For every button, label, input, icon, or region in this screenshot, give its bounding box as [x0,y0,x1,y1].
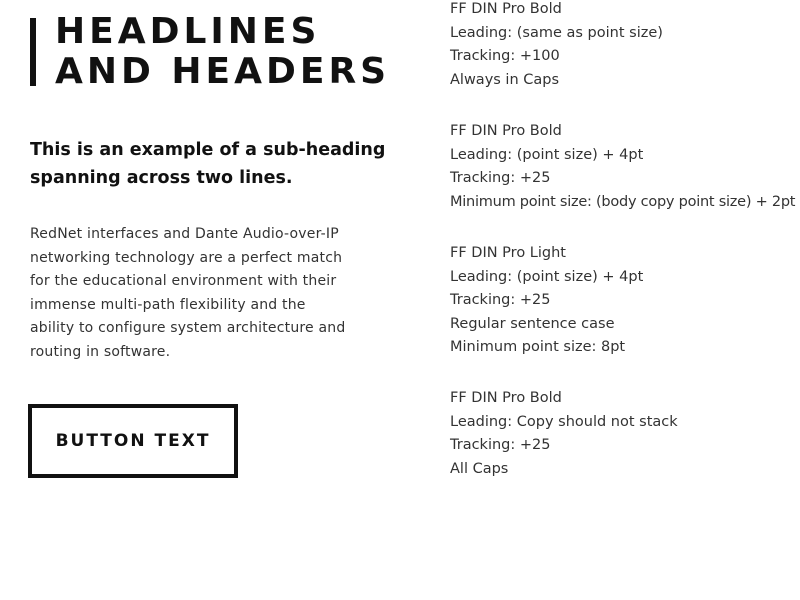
spec-line: FF DIN Pro Bold [450,390,562,406]
subheading-line-2: spanning across two lines. [30,168,293,188]
body-copy-line: routing in software. [30,343,171,360]
spec-line: Minimum point size: (body copy point size) + 2pt [450,193,796,210]
headline-sample [55,12,390,92]
spec-line: Leading: Copy should not stack [450,413,678,430]
body-copy-spec [450,242,800,360]
sample-button[interactable]: BUTTON TEXT [28,404,238,478]
headline-line-1: HEADLINES [55,11,321,52]
spec-line: Leading: (point size) + 4pt [450,268,644,285]
spec-line: FF DIN Pro Light [450,245,566,261]
body-copy-line: RedNet interfaces and Dante Audio-over-IP [30,226,339,242]
subheading-spec [450,120,800,214]
headline-line-2: AND HEADERS [55,51,391,92]
spec-line: Regular sentence case [450,315,615,332]
spec-line: Tracking: +25 [450,170,551,187]
subheading-line-1: This is an example of a sub-heading [30,140,386,160]
spec-line: Always in Caps [450,71,560,88]
spec-line: Tracking: +25 [450,437,551,454]
body-copy-line: for the educational environment with their [30,273,337,290]
spec-line: Minimum point size: 8pt [450,339,626,356]
body-copy-sample [30,223,390,365]
spec-line: All Caps [450,460,509,477]
spec-line: Leading: (point size) + 4pt [450,146,644,163]
body-copy-line: ability to configure system architecture and [30,320,346,337]
spec-line: Tracking: +100 [450,48,560,65]
body-copy-line: networking technology are a perfect match [30,249,343,266]
subheading-sample [30,136,390,192]
spec-line: Leading: (same as point size) [450,24,663,41]
button-spec [450,387,800,481]
spec-line: Tracking: +25 [450,292,551,309]
headline-accent-bar [30,18,36,86]
headline-spec [450,0,800,92]
spec-line: FF DIN Pro Bold [450,1,562,17]
body-copy-line: immense multi-path flexibility and the [30,296,306,313]
spec-line: FF DIN Pro Bold [450,123,562,139]
